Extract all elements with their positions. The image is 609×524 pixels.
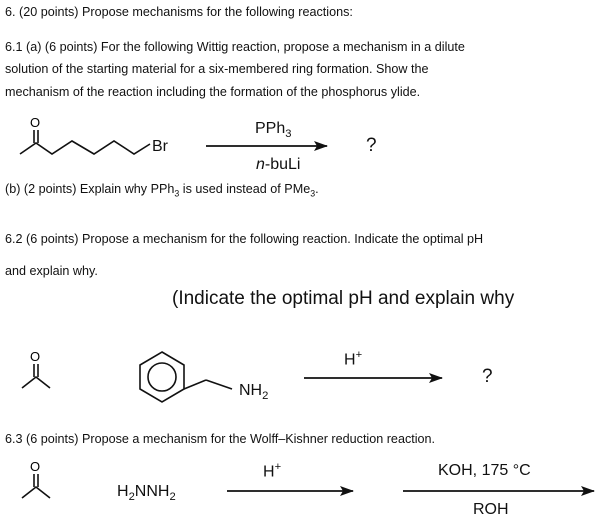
q62-overlay-text: (Indicate the optimal pH and explain why bbox=[172, 288, 515, 309]
q63-acid-reagent: H+ bbox=[263, 461, 282, 481]
q63-base-reagent: KOH, 175 °C bbox=[438, 462, 531, 479]
q63-oxygen-label: O bbox=[30, 459, 41, 474]
question-title: 6. (20 points) Propose mechanisms for the following reactions: bbox=[5, 5, 353, 19]
q62-oxygen-label: O bbox=[30, 349, 41, 364]
q62-product-question: ? bbox=[482, 366, 493, 387]
q62-reagent: H+ bbox=[344, 349, 363, 369]
q61-oxygen-label: O bbox=[30, 115, 41, 130]
q63-hydrazine: $H_2NNH_2$ bbox=[117, 483, 176, 504]
q62-amine-label: $NH_2$ bbox=[239, 382, 269, 403]
q63-line-1: 6.3 (6 points) Propose a mechanism for the Wolff–Kishner reduction reaction. bbox=[5, 432, 436, 446]
q61-line-2: solution of the starting material for a six-membered ring formation. Show the bbox=[5, 62, 429, 76]
q63-acetone bbox=[22, 474, 50, 498]
q61-line-3: mechanism of the reaction including the formation of the phosphorus ylide. bbox=[5, 85, 421, 99]
q62-benzylamine bbox=[140, 352, 232, 402]
q61-bromine-label: Br bbox=[152, 138, 168, 155]
q62-acetone bbox=[22, 364, 50, 388]
q61-reagent-top: PPh$_3$ bbox=[255, 120, 292, 141]
q63-solvent: ROH bbox=[473, 501, 509, 518]
q61-part-b: (b) (2 points) Explain why PPh$_3$ is used instead of PMe$_3$. bbox=[5, 182, 319, 199]
q62-line-1: 6.2 (6 points) Propose a mechanism for the following reaction. Indicate the optimal pH bbox=[5, 232, 484, 246]
q61-reagent-bottom: n-buLi bbox=[256, 156, 301, 173]
q61-line-1: 6.1 (a) (6 points) For the following Wittig reaction, propose a mechanism in a dilute bbox=[5, 40, 465, 54]
q61-starting-material bbox=[20, 130, 150, 154]
q61-product-question: ? bbox=[366, 135, 377, 156]
q62-line-2: and explain why. bbox=[5, 264, 98, 278]
